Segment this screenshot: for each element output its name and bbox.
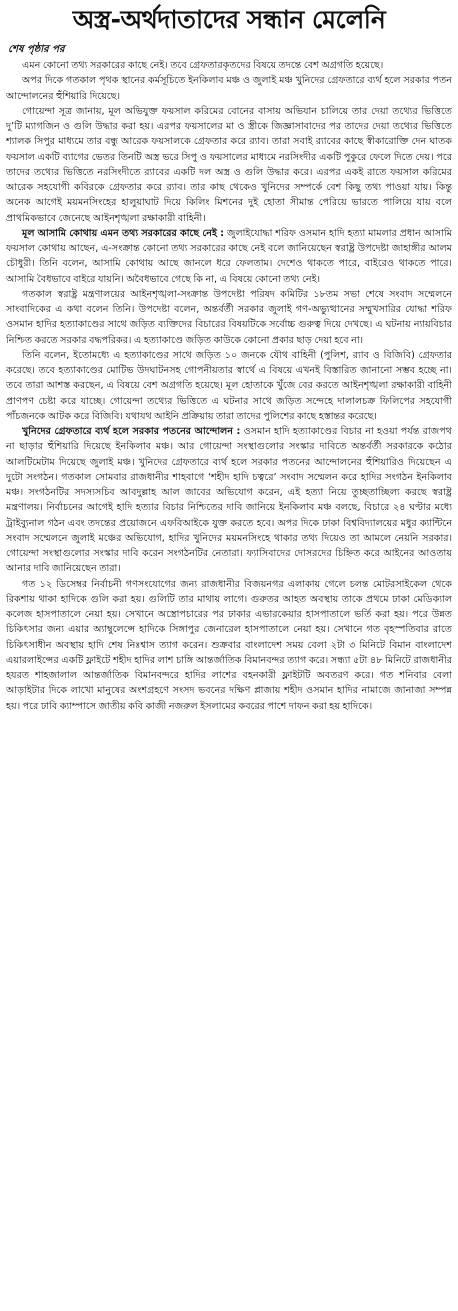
article-paragraph: [6, 73, 452, 104]
paragraph-subhead: মূল আসামি কোথায় এমন তথ্য সরকারের কাছে নেই :: [22, 227, 224, 239]
continued-from-label: শেষ পৃষ্ঠার পর: [8, 44, 65, 55]
paragraph-text: অপর দিকে গতকাল পৃথক স্থানের কর্মসূচিতে ইনকিলাব মঞ্চ ও জুলাই মঞ্চ খুনিদের গ্রেফতারে ব্যর্থ হলে সরকার পতন আন্দোলনের হুঁশিয়ারি দিয়েছে।: [6, 75, 452, 102]
paragraph-subhead: খুনিদের গ্রেফতারে ব্যর্থ হলে সরকার পতনের আন্দোলন :: [22, 426, 241, 437]
paragraph-text: তিনি বলেন, ইতোমধ্যে এ হত্যাকাণ্ডের সাথে জড়িত ১০ জনকে যৌথ বাহিনী (পুলিশ, র‍্যাব ও বিজিবি) গ্রেফতার করেছে। তবে হত্যাকাণ্ডের মোটিভ উদঘাটনসহ গোপনীয়তার স্বার্থে এ বিষয়ে এখনই বিস্তারিত জানানো সম্ভব হচ্ছে না। তবে তারা আশস্ত করছেন, এ বিষয়ে বেশ অগ্রগতি হয়েছে। মূল হোতাকে খুঁজে বের করতে আইনশৃঙ্খলা রক্ষাকারী বাহিনী প্রাণপণ চেষ্টা করে যাচ্ছে। গোয়েন্দা তথ্যের ভিত্তিতে এ ঘটনার সাথে জড়িত সন্দেহে দালালচক্র ফিলিপের সহযোগী পাঁচজনকে আটক করে বিজিবি। যথাযথ আইনি প্রক্রিয়ায় তারা তাদের পুলিশের কাছে হস্তান্তর করেছে।: [6, 349, 452, 422]
paragraph-text: ওসমান হাদি হত্যাকাণ্ডের বিচার না হওয়া পর্যন্ত রাজপথ না ছাড়ার হুঁশিয়ারি দিয়েছে ইনকিলাব মঞ্চ। আর গোয়েন্দা সংস্থাগুলোর সংস্কার দাবিতে অন্তর্বর্তী সরকারকে কঠোর আলটিমেটাম দিয়েছে জুলাই মঞ্চ। খুনিদের গ্রেফতারে ব্যর্থ হলে সরকার পতনের আন্দোলনের হুঁশিয়ারিও দিয়েছেন এ দুটো সংগঠন। গতকাল সোমবার রাজধানীর শাহবাগে ‘শহীদ হাদি চত্বরে’ সংবাদ সম্মেলন করে হাদির সংগঠন ইনকিলাব মঞ্চ। সংগঠনটির সদস্যসচিব আবদুল্লাহ আল জাবের অভিযোগ করেন, এই হত্যা নিয়ে তুচ্ছতাচ্ছিল্য করছে স্বরাষ্ট্র মন্ত্রণালয়। নির্বাচনের আগেই হাদি হত্যার বিচার নিশ্চিতের দাবি জানিয়ে ইনকিলাব মঞ্চ বলছে, বিচারে ২৪ ঘণ্টার মধ্যে ট্রাইব্যুনাল গঠন এবং তদন্তের প্রয়োজনে এফবিআইকে যুক্ত করতে হবে। অপর দিকে ঢাকা বিশ্ববিদ্যালয়ের মধুর ক্যান্টিনে সংবাদ সম্মেলনে জুলাই মঞ্চের অভিযোগ, হাদির খুনিদের ময়মনসিংহে থাকার তথ্য দিয়েও তা আমলে নেয়নি সরকার। গোয়েন্দা সংস্থাগুলোর সংস্কার দাবি করেন সংগঠনটির নেতারা। ফ্যাসিবাদের দোসরদের চিহ্নিত করে আইনের আওতায় আনার দাবি জানিয়েছেন তারা।: [6, 426, 452, 575]
article-paragraph: [6, 226, 452, 287]
article-body: [6, 58, 452, 1308]
article-paragraph: [6, 58, 452, 73]
article-paragraph: [6, 424, 452, 577]
article-paragraph: [6, 287, 452, 348]
article-headline: অস্ত্র-অর্থদাতাদের সন্ধান মেলেনি: [72, 5, 386, 34]
paragraph-text: গতকাল স্বরাষ্ট্র মন্ত্রণালয়ের আইনশৃঙ্খলা-সংক্রান্ত উপদেষ্টা পরিষদ কমিটির ১৮তম সভা শেষে সংবাদ সম্মেলনে সাংবাদিকের এ কথা বলেন তিনি। উপদেষ্টা বলেন, অন্তর্বর্তী সরকার জুলাই গণ-অভ্যুত্থানের সম্মুখসারির যোদ্ধা শরিফ ওসমান হাদির হত্যাকাণ্ডের সাথে জড়িত ব্যক্তিদের বিচারের বিষয়টিকে সর্বোচ্চ গুরুত্ব দিয়ে দেখছে। এ ঘটনায় ন্যায়বিচার নিশ্চিত করতে সরকার বদ্ধপরিকর। এ হত্যাকাণ্ডে জড়িত কাউকে কোনো প্রকার ছাড় দেয়া হবে না।: [6, 288, 452, 346]
paragraph-text: জুলাইযোদ্ধা শরিফ ওসমান হাদি হত্যা মামলার প্রধান আসামি ফয়সাল কোথায় আছেন, এ-সংক্রান্ত কোনো তথ্য সরকারের কাছে নেই বলে জানিয়েছেন স্বরাষ্ট্র উপদেষ্টা জাহাঙ্গীর আলম চৌধুরী। তিনি বলেন, আসামি কোথায় আছে জানলে ধরে ফেলতাম। দেশেও থাকতে পারে, বাইরেও থাকতে পারে। আসামি বৈধভাবে বাইরে যায়নি। অবৈধভাবে গেছে কি না, এ বিষয়ে কোনো তথ্য নেই।: [6, 227, 452, 285]
paragraph-text: গত ১২ ডিসেম্বর নির্বাচনী গণসংযোগের জন্য রাজধানীর বিজয়নগর এলাকায় গেলে চলন্ত মোটরসাইকেল থেকে রিকশায় থাকা হাদিকে গুলি করা হয়। গুলিটি তার মাথায় লাগে। গুরুতর আহত অবস্থায় তাকে প্রথমে ঢাকা মেডিক্যাল কলেজ হাসপাতালে নেয়া হয়। সেখানে অস্ত্রোপচারের পর ঢাকার এভারকেয়ার হাসপাতালে ভর্তি করা হয়। পরে উন্নত চিকিৎসার জন্য এয়ার অ্যাম্বুলেন্সে হাদিকে সিঙ্গাপুর জেনারেল হাসপাতালে নেয়া হয়। সেখানে গত বৃহস্পতিবার রাতে চিকিৎসাধীন অবস্থায় হাদি শেষ নিঃশ্বাস ত্যাগ করেন। শুক্রবার বাংলাদেশ সময় বেলা ২টা ৩ মিনিটে বিমান বাংলাদেশ এয়ারলাইন্সের একটি ফ্লাইটে শহীদ হাদির লাশ চাঙ্গি আন্তর্জাতিক বিমানবন্দর ত্যাগ করে। সন্ধ্যা ৫টা ৪৮ মিনিটে রাজধানীর হযরত শাহজালাল আন্তর্জাতিক বিমানবন্দরে হাদির লাশের বহনকারী ফ্লাইটটি অবতরণ করে। গত শনিবার বেলা আড়াইটার দিকে লাখো মানুষের অংশগ্রহণে সংসদ ভবনের দক্ষিণ প্লাজায় শহীদ ওসমান হাদির নামাজে জানাজা সম্পন্ন হয়। পরে ঢাবি ক্যাম্পাসে জাতীয় কবি কাজী নজরুল ইসলামের কবরের পাশে দাফন করা হয় হাদিকে।: [6, 578, 452, 712]
article-paragraph: [6, 577, 452, 714]
article-paragraph: [6, 104, 452, 226]
article-paragraph: [6, 348, 452, 424]
paragraph-text: এমন কোনো তথ্য সরকারের কাছে নেই। তবে গ্রেফতারকৃতদের বিষয়ে তদন্তে বেশ অগ্রগতি হয়েছে।: [22, 60, 384, 71]
paragraph-text: গোয়েন্দা সূত্র জানায়, মূল অভিযুক্ত ফয়সাল করিমের বোনের বাসায় অভিযান চালিয়ে তার দেয়া তথ্যের ভিত্তিতে দু’টি ম্যাগজিন ও গুলি উদ্ধার করা হয়। এরপর ফয়সালের মা ও স্ত্রীকে জিজ্ঞাসাবাদের পর তাদের দেয়া তথ্যের ভিত্তিতে শ্যালক সিপুর মাধ্যমে তার বন্ধু আরেক ফয়সালকে গ্রেফতার করে র‍্যাব। তারা সবাই র‍্যাবের কাছে স্বীকারোক্তি দেন ঘাতক ফয়সাল একটি ব্যাগের ভেতর তিনটি অস্ত্র ভরে সিপু ও ফয়সালের মাধ্যমে নরসিংদীর একটি পুকুরে ফেলে দিতে দেয়। পরে তাদের তথ্যের ভিত্তিতে নরসিংদীতে র‍্যাবের একটি দল অস্ত্র ও গুলি উদ্ধার করে। এরপর একই রাতে ফয়সাল করিমের আরেক সহযোগী কবিরকে গ্রেফতার করে র‍্যাব। তার কাছ থেকেও খুনিদের সম্পর্কে বেশ কিছু তথ্য পাওয়া যায়। কিন্তু অনেক আগেই ময়মনসিংহের হালুয়াঘাট দিয়ে কিলিং মিশনের দুই হোতা সীমান্ত পেরিয়ে ভারতে পালিয়ে যায় বলে প্রাথমিকভাবে জেনেছে আইনশৃঙ্খলা রক্ষাকারী বাহিনী।: [6, 105, 452, 224]
